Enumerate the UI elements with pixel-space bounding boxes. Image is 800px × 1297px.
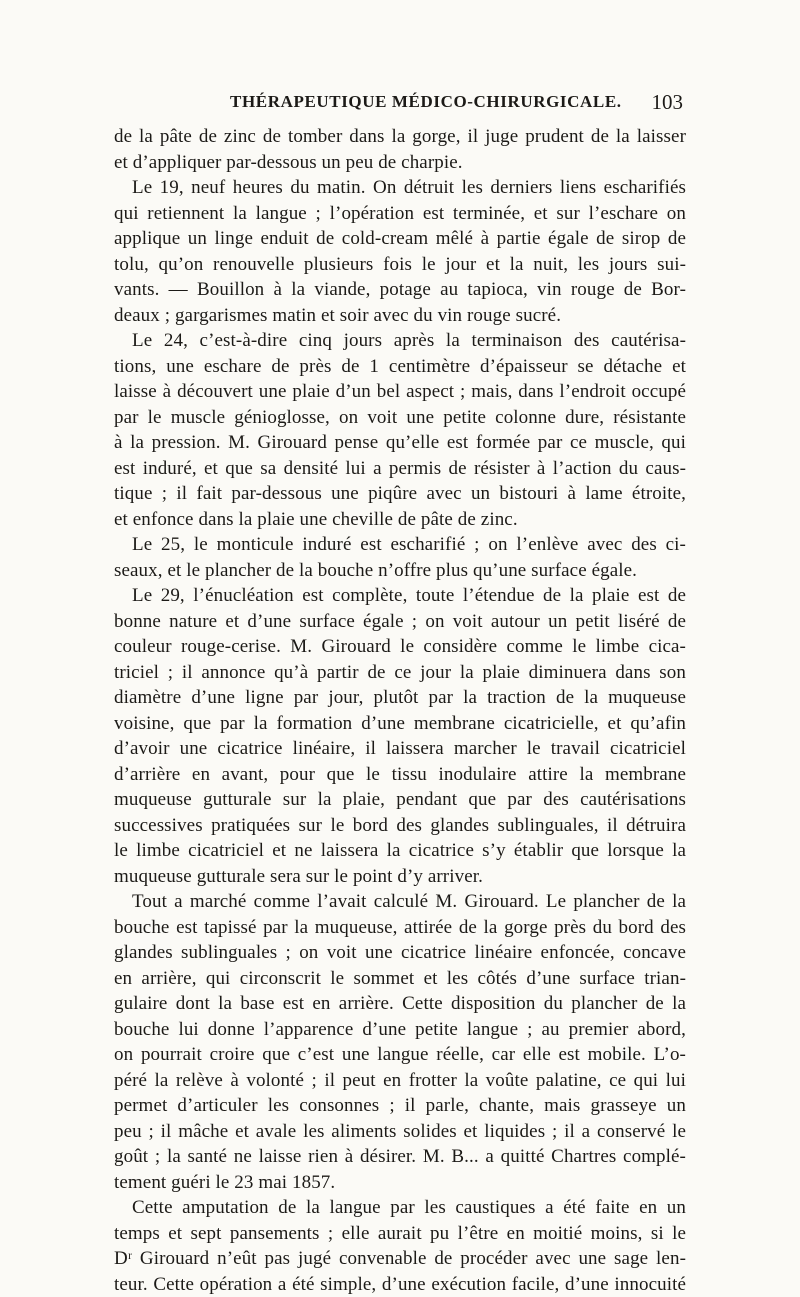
text-line: bouche est tapissé par la muqueuse, attirée de la gorge près du bord des [114,915,686,941]
text-line: couleur rouge-cerise. M. Girouard le considère comme le limbe cica- [114,634,686,660]
text-line: glandes sublinguales ; on voit une cicatrice linéaire enfoncée, concave [114,940,686,966]
body-text [114,124,686,1297]
text-line: laisse à découvert une plaie d’un bel aspect ; mais, dans l’endroit occupé [114,379,686,405]
text-line: et d’appliquer par-dessous un peu de charpie. [114,150,686,176]
text-line: bonne nature et d’une surface égale ; on voit autour un petit liséré de [114,609,686,635]
text-line: en arrière, qui circonscrit le sommet et les côtés d’une surface trian- [114,966,686,992]
text-line: vants. — Bouillon à la viande, potage au tapioca, vin rouge de Bor- [114,277,686,303]
text-line: péré la relève à volonté ; il peut en frotter la voûte palatine, ce qui lui [114,1068,686,1094]
text-line: tique ; il fait par-dessous une piqûre avec un bistouri à lame étroite, [114,481,686,507]
text-line: Le 19, neuf heures du matin. On détruit les derniers liens escharifiés [114,175,686,201]
text-line: tolu, qu’on renouvelle plusieurs fois le jour et la nuit, les jours sui- [114,252,686,278]
page-header [115,92,685,118]
text-line: goût ; la santé ne laisse rien à désirer. M. B... a quitté Chartres complé- [114,1144,686,1170]
text-line: Cette amputation de la langue par les caustiques a été faite en un [114,1195,686,1221]
text-line: et enfonce dans la plaie une cheville de pâte de zinc. [114,507,686,533]
running-title: THÉRAPEUTIQUE MÉDICO-CHIRURGICALE. [230,92,622,112]
text-line: gulaire dont la base est en arrière. Cette disposition du plancher de la [114,991,686,1017]
page-number: 103 [652,90,684,115]
text-line: successives pratiquées sur le bord des glandes sublinguales, il détruira [114,813,686,839]
text-line: est induré, et que sa densité lui a permis de résister à l’action du caus- [114,456,686,482]
text-line: on pourrait croire que c’est une langue réelle, car elle est mobile. L’o- [114,1042,686,1068]
text-line: tions, une eschare de près de 1 centimètre d’épaisseur se détache et [114,354,686,380]
text-line: de la pâte de zinc de tomber dans la gorge, il juge prudent de la laisser [114,124,686,150]
text-line: Tout a marché comme l’avait calculé M. Girouard. Le plancher de la [114,889,686,915]
text-line: le limbe cicatriciel et ne laissera la cicatrice s’y établir que lorsque la [114,838,686,864]
text-line: tement guéri le 23 mai 1857. [114,1170,686,1196]
text-line: par le muscle génioglosse, on voit une petite colonne dure, résistante [114,405,686,431]
text-line: permet d’articuler les consonnes ; il parle, chante, mais grasseye un [114,1093,686,1119]
text-line: d’arrière en avant, pour que le tissu inodulaire attire la membrane [114,762,686,788]
text-line: Le 25, le monticule induré est escharifié ; on l’enlève avec des ci- [114,532,686,558]
text-line: diamètre d’une ligne par jour, plutôt par la traction de la muqueuse [114,685,686,711]
text-line: peu ; il mâche et avale les aliments solides et liquides ; il a conservé le [114,1119,686,1145]
text-line: temps et sept pansements ; elle aurait pu l’être en moitié moins, si le [114,1221,686,1247]
text-line: triciel ; il annonce qu’à partir de ce jour la plaie diminuera dans son [114,660,686,686]
text-line: à la pression. M. Girouard pense qu’elle est formée par ce muscle, qui [114,430,686,456]
text-line: teur. Cette opération a été simple, d’une exécution facile, d’une innocuité [114,1272,686,1297]
text-line: Le 29, l’énucléation est complète, toute l’étendue de la plaie est de [114,583,686,609]
text-line: d’avoir une cicatrice linéaire, il laissera marcher le travail cicatriciel [114,736,686,762]
text-line: Dʳ Girouard n’eût pas jugé convenable de procéder avec une sage len- [114,1246,686,1272]
text-line: qui retiennent la langue ; l’opération est terminée, et sur l’eschare on [114,201,686,227]
text-line: muqueuse gutturale sur la plaie, pendant que par des cautérisations [114,787,686,813]
text-line: applique un linge enduit de cold-cream mêlé à partie égale de sirop de [114,226,686,252]
text-line: Le 24, c’est-à-dire cinq jours après la terminaison des cautérisa- [114,328,686,354]
text-line: bouche lui donne l’apparence d’une petite langue ; au premier abord, [114,1017,686,1043]
text-line: voisine, que par la formation d’une membrane cicatricielle, et qu’afin [114,711,686,737]
text-line: seaux, et le plancher de la bouche n’offre plus qu’une surface égale. [114,558,686,584]
text-line: deaux ; gargarismes matin et soir avec du vin rouge sucré. [114,303,686,329]
text-line: muqueuse gutturale sera sur le point d’y arriver. [114,864,686,890]
